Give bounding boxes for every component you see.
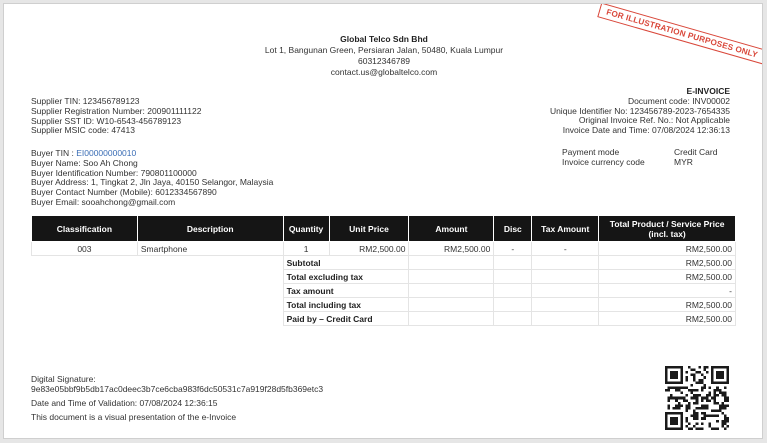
payment-mode-value: Credit Card — [674, 147, 718, 157]
line-items-table — [31, 215, 736, 326]
validation-datetime: Date and Time of Validation: 07/08/2024 12:36:15 — [31, 398, 218, 408]
header-total-price: Total Product / Service Price (incl. tax) — [599, 216, 736, 242]
buyer-contact: Buyer Contact Number (Mobile): 6012334567890 — [31, 187, 217, 198]
buyer-email: Buyer Email: sooahchong@gmail.com — [31, 196, 176, 207]
visual-presentation-note: This document is a visual presentation of the e-Invoice — [31, 412, 237, 422]
cell-amount: RM2,500.00 — [409, 242, 494, 256]
header-classification: Classification — [32, 216, 138, 242]
einvoice-info — [550, 87, 730, 136]
header-amount: Amount — [409, 216, 494, 242]
summary-row-total-incl-tax — [32, 298, 736, 312]
invoice-datetime: Invoice Date and Time: 07/08/2024 12:36:13 — [562, 125, 730, 136]
cell-classification: 003 — [32, 242, 138, 256]
buyer-identification: Buyer Identification Number: 790801100000 — [31, 167, 197, 178]
supplier-info — [31, 97, 201, 136]
cell-tax-amount: - — [532, 242, 599, 256]
unique-identifier: Unique Identifier No: 123456789-2023-7654335 — [549, 105, 730, 116]
signature-value: 9e83e05bbf9b5db17ac0deec3b7ce6cba983f6dc50531c7a919f28d5fb369etc3 — [31, 384, 324, 394]
buyer-info — [31, 149, 273, 208]
buyer-tin-label: Buyer TIN : — [31, 148, 77, 158]
summary-label: Subtotal — [283, 256, 409, 270]
summary-value: RM2,500.00 — [599, 298, 736, 312]
invoice-sheet — [3, 3, 763, 439]
summary-value: RM2,500.00 — [599, 256, 736, 270]
supplier-sst: Supplier SST ID: W10-6543-456789123 — [31, 115, 182, 126]
summary-value: - — [599, 284, 736, 298]
buyer-tin-value: EI00000000010 — [76, 148, 137, 158]
currency-code-value: MYR — [674, 156, 693, 167]
cell-description: Smartphone — [137, 242, 283, 256]
buyer-address: Buyer Address: 1, Tingkat 2, Jln Jaya, 40150 Selangor, Malaysia — [31, 177, 274, 188]
summary-label: Total including tax — [283, 298, 409, 312]
summary-label: Tax amount — [283, 284, 409, 298]
document-code: Document code: INV00002 — [627, 95, 730, 106]
header-unit-price: Unit Price — [329, 216, 409, 242]
summary-label: Total excluding tax — [283, 270, 409, 284]
signature-block — [31, 374, 323, 426]
cell-total: RM2,500.00 — [599, 242, 736, 256]
header-quantity: Quantity — [283, 216, 329, 242]
header-description: Description — [137, 216, 283, 242]
table-header-row — [32, 216, 736, 242]
company-email: contact.us@globaltelco.com — [330, 67, 438, 77]
table-row — [32, 242, 736, 256]
currency-code-label: Invoice currency code — [562, 156, 645, 167]
summary-row-paid-by — [32, 312, 736, 326]
company-name: Global Telco Sdn Bhd — [340, 34, 428, 44]
company-address: Lot 1, Bangunan Green, Persiaran Jalan, 50480, Kuala Lumpur — [264, 45, 504, 55]
original-invoice-ref: Original Invoice Ref. No.: Not Applicable — [578, 115, 730, 126]
cell-quantity: 1 — [283, 242, 329, 256]
summary-label: Paid by – Credit Card — [283, 312, 409, 326]
summary-row-tax-amount — [32, 284, 736, 298]
company-phone: 60312346789 — [357, 56, 410, 66]
einvoice-title: E-INVOICE — [686, 86, 730, 96]
summary-value: RM2,500.00 — [599, 270, 736, 284]
supplier-registration: Supplier Registration Number: 200901111122 — [31, 105, 202, 116]
cell-disc: - — [494, 242, 532, 256]
header-tax-amount: Tax Amount — [532, 216, 599, 242]
summary-row-total-excl-tax — [32, 270, 736, 284]
cell-unit-price: RM2,500.00 — [329, 242, 409, 256]
company-header — [4, 34, 763, 78]
payment-info — [562, 148, 717, 168]
supplier-msic: Supplier MSIC code: 47413 — [31, 125, 135, 136]
header-disc: Disc — [494, 216, 532, 242]
signature-label: Digital Signature: — [31, 374, 96, 384]
qr-code — [665, 366, 729, 430]
payment-mode-label: Payment mode — [562, 147, 620, 157]
buyer-name: Buyer Name: Soo Ah Chong — [31, 157, 138, 168]
illustration-watermark: FOR ILLUSTRATION PURPOSES ONLY — [597, 3, 763, 64]
summary-value: RM2,500.00 — [599, 312, 736, 326]
supplier-tin: Supplier TIN: 123456789123 — [31, 96, 140, 106]
summary-row-subtotal — [32, 256, 736, 270]
